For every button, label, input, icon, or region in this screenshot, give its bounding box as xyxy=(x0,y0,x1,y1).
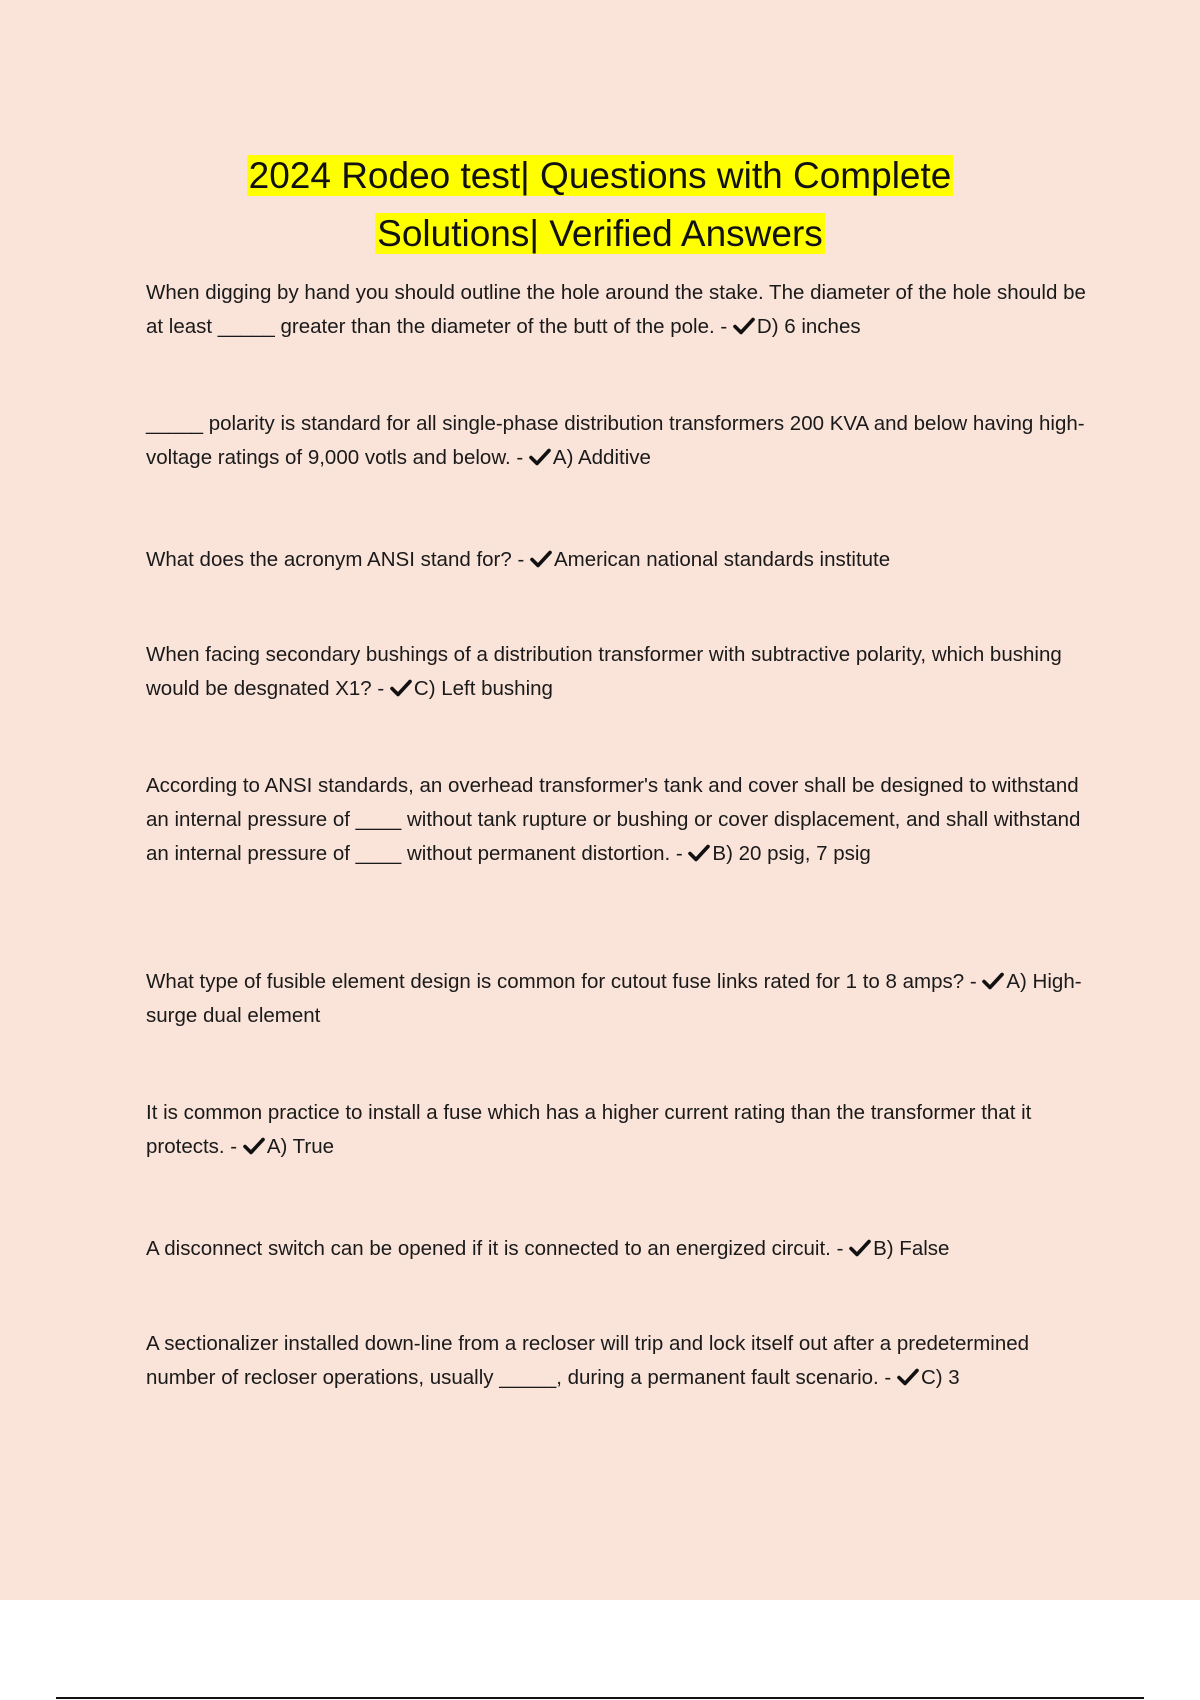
answer-text: American national standards institute xyxy=(554,548,891,571)
answer-text: A) High-surge dual element xyxy=(146,970,1082,1027)
qa-item-8 xyxy=(146,1232,1086,1266)
qa-item-1 xyxy=(146,276,1086,344)
qa-item-9 xyxy=(146,1327,1086,1395)
qa-item-2 xyxy=(146,407,1086,475)
check-mark-icon xyxy=(243,1137,265,1155)
check-mark-icon xyxy=(849,1239,871,1257)
check-mark-icon xyxy=(688,844,710,862)
check-mark-icon xyxy=(529,448,551,466)
question-text: What does the acronym ANSI stand for? - xyxy=(146,548,530,571)
qa-item-6 xyxy=(146,965,1086,1033)
question-text: It is common practice to install a fuse which has a higher current rating than the transformer that it protects. - xyxy=(146,1101,1032,1158)
title-line-1: 2024 Rodeo test| Questions with Complete xyxy=(248,155,952,196)
answer-text: A) Additive xyxy=(552,446,651,469)
answer-text: B) False xyxy=(873,1237,950,1260)
footer-divider xyxy=(56,1697,1144,1699)
question-text: When facing secondary bushings of a distribution transformer with subtractive polarity, which bushing would be desgnated X1? - xyxy=(146,643,1062,700)
question-text: _____ polarity is standard for all single-phase distribution transformers 200 KVA and below having high-voltage ratings of 9,000 votls and below. - xyxy=(146,412,1085,469)
qa-item-4 xyxy=(146,638,1086,706)
answer-text: B) 20 psig, 7 psig xyxy=(712,842,871,865)
question-text: According to ANSI standards, an overhead transformer's tank and cover shall be designed to withstand an internal pressure of ____ without tank rupture or bushing or cover displacement, and shall withstand an internal pressure of ____ without permanent distortion. - xyxy=(146,774,1081,865)
qa-item-3 xyxy=(146,543,1086,577)
qa-item-5 xyxy=(146,769,1086,871)
title-line-2: Solutions| Verified Answers xyxy=(377,213,823,254)
qa-item-7 xyxy=(146,1096,1086,1164)
question-text: A sectionalizer installed down-line from a recloser will trip and lock itself out after a predetermined number of recloser operations, usually _____, during a permanent fault scenario. - xyxy=(146,1332,1030,1389)
answer-text: A) True xyxy=(266,1135,335,1158)
document-title xyxy=(0,147,1200,263)
check-mark-icon xyxy=(530,550,552,568)
answer-text: C) 3 xyxy=(920,1366,960,1389)
question-text: What type of fusible element design is common for cutout fuse links rated for 1 to 8 amps? - xyxy=(146,970,983,993)
check-mark-icon xyxy=(390,679,412,697)
answer-text: D) 6 inches xyxy=(756,315,861,338)
check-mark-icon xyxy=(982,972,1004,990)
question-text: When digging by hand you should outline the hole around the stake. The diameter of the hole should be at least _____ greater than the diameter of the butt of the pole. - xyxy=(146,281,1086,338)
answer-text: C) Left bushing xyxy=(413,677,553,700)
check-mark-icon xyxy=(733,317,755,335)
check-mark-icon xyxy=(897,1368,919,1386)
question-text: A disconnect switch can be opened if it is connected to an energized circuit. - xyxy=(146,1237,850,1260)
